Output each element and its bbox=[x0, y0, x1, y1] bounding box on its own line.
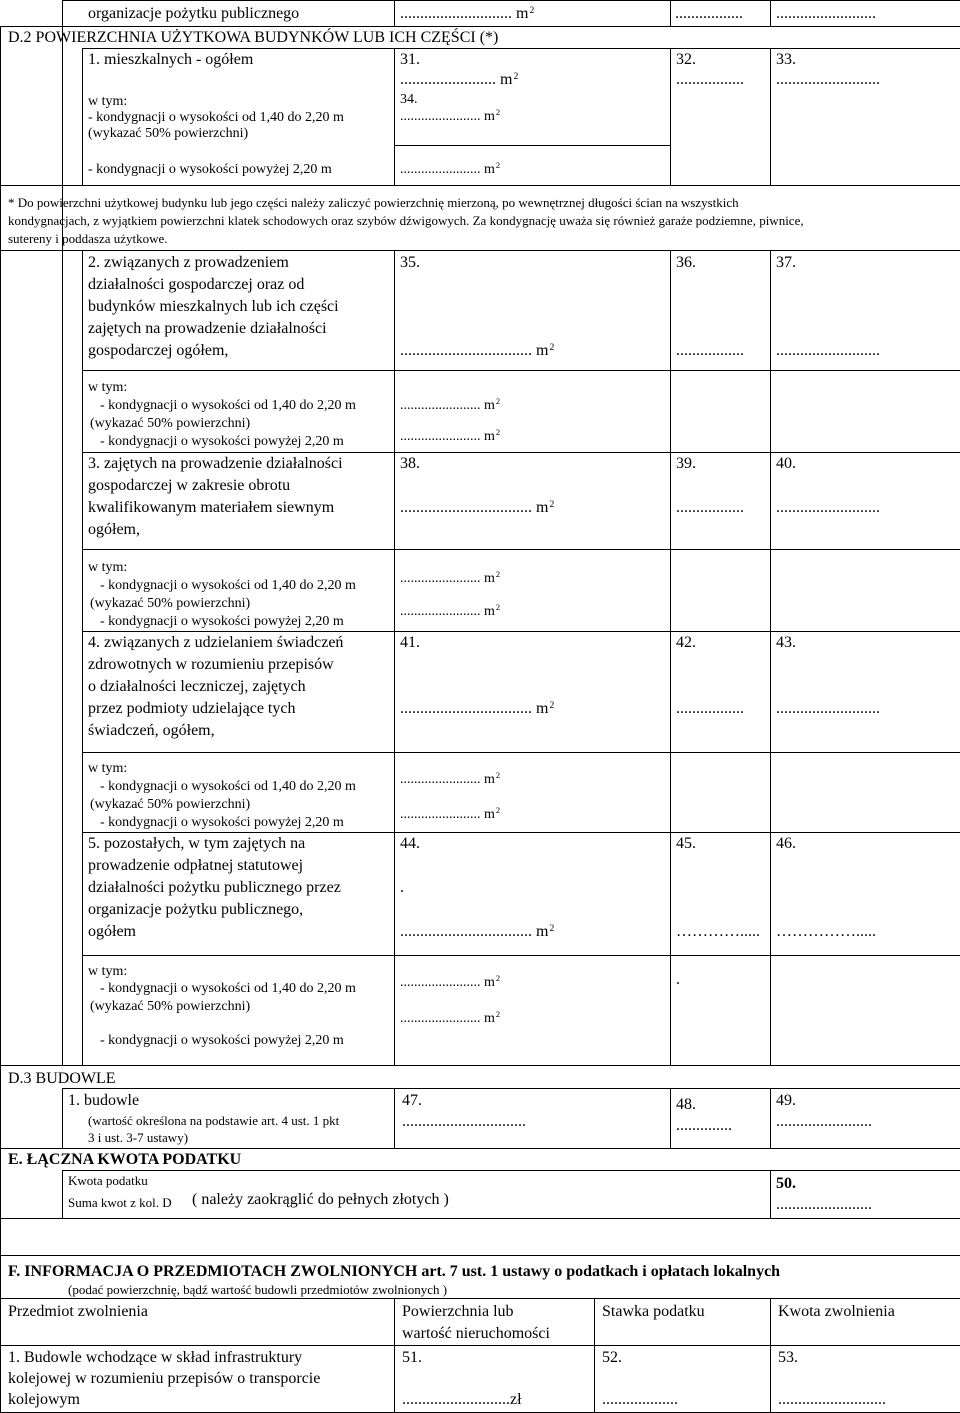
border-left bbox=[0, 26, 1, 1413]
row-line bbox=[0, 250, 960, 251]
r4-field-42-number: 42. bbox=[676, 634, 696, 651]
r4-field-43-value[interactable]: .......................... bbox=[776, 700, 880, 717]
row-line bbox=[0, 1345, 960, 1346]
r5-label-5: ogółem bbox=[88, 923, 136, 940]
r2-field-37-value[interactable]: .......................... bbox=[776, 342, 880, 359]
r4-sub-value-2[interactable]: ....................... m 2 bbox=[400, 808, 500, 822]
row-line bbox=[0, 1298, 960, 1299]
d3-field-47-number: 47. bbox=[402, 1092, 422, 1109]
row-line bbox=[82, 452, 960, 453]
col-divider bbox=[594, 1298, 595, 1413]
r5-sub-dot: . bbox=[676, 971, 680, 988]
d3-label-1: 1. budowle bbox=[68, 1092, 140, 1109]
r2-field-36-number: 36. bbox=[676, 254, 696, 271]
top-row-value-2[interactable]: ................. bbox=[675, 5, 743, 22]
r2-label-4: zajętych na prowadzenie działalności bbox=[88, 320, 327, 337]
section-f-title: F. INFORMACJA O PRZEDMIOTACH ZWOLNIONYCH art. 7 ust. 1 ustawy o podatkach i opłatach lokalnych bbox=[8, 1263, 781, 1280]
section-f-subtitle: (podać powierzchnię, bądź wartość budowli przedmiotów zwolnionych ) bbox=[68, 1282, 448, 1297]
r1-sub1a: - kondygnacji o wysokości od 1,40 do 2,20 m bbox=[88, 110, 344, 125]
r2-field-35-value[interactable]: ................................. m 2 bbox=[400, 343, 554, 359]
r4-label-3: o działalności leczniczej, zajętych bbox=[88, 678, 306, 695]
r5-field-46-number: 46. bbox=[776, 835, 796, 852]
r5-label-3: działalności pożytku publicznego przez bbox=[88, 879, 341, 896]
col-divider bbox=[62, 1088, 63, 1148]
r2-label-5: gospodarczej ogółem, bbox=[88, 342, 229, 359]
row-line bbox=[394, 145, 670, 146]
f-row1-label-3: kolejowym bbox=[8, 1391, 80, 1408]
section-e-title: E. ŁĄCZNA KWOTA PODATKU bbox=[8, 1151, 242, 1168]
col-divider bbox=[770, 1170, 771, 1218]
f-field-52-value[interactable]: ................... bbox=[602, 1391, 678, 1408]
r2-sub-value-1[interactable]: ....................... m 2 bbox=[400, 399, 500, 413]
r4-in-this: w tym: bbox=[88, 761, 128, 776]
border-top bbox=[62, 0, 960, 1]
r4-sub-1: - kondygnacji o wysokości od 1,40 do 2,20 m bbox=[100, 779, 356, 794]
e-field-50-number: 50. bbox=[776, 1175, 796, 1192]
r2-field-37-number: 37. bbox=[776, 254, 796, 271]
e-field-50-value[interactable]: ........................ bbox=[776, 1196, 872, 1213]
r5-in-this: w tym: bbox=[88, 964, 128, 979]
f-header-area-2: wartość nieruchomości bbox=[402, 1325, 550, 1342]
e-label-1: Kwota podatku bbox=[68, 1173, 148, 1188]
f-header-rate: Stawka podatku bbox=[602, 1303, 705, 1320]
row-line bbox=[82, 370, 960, 371]
f-field-51-value[interactable]: ...........................zł bbox=[402, 1391, 522, 1408]
r1-field-32-value[interactable]: ................. bbox=[676, 71, 744, 88]
r3-field-38-number: 38. bbox=[400, 455, 420, 472]
r3-sub-value-2[interactable]: ....................... m 2 bbox=[400, 605, 500, 619]
r3-field-38-value[interactable]: ................................. m 2 bbox=[400, 500, 554, 516]
footnote-line-1: * Do powierzchni użytkowej budynku lub jego części należy zaliczyć powierzchnię mierzoną, po wewnętrznej długości ścian na wszystkich bbox=[8, 195, 739, 210]
row-line bbox=[0, 1255, 960, 1256]
r1-sub2: - kondygnacji o wysokości powyżej 2,20 m bbox=[88, 162, 332, 177]
r5-field-46-value[interactable]: ……………..... bbox=[776, 923, 876, 940]
row-line bbox=[62, 1088, 960, 1089]
d3-label-2: (wartość określona na podstawie art. 4 ust. 1 pkt bbox=[88, 1113, 340, 1128]
e-label-2b: ( należy zaokrąglić do pełnych złotych ) bbox=[192, 1191, 449, 1208]
col-divider bbox=[394, 1088, 395, 1148]
r3-in-this: w tym: bbox=[88, 560, 128, 575]
r3-field-39-value[interactable]: ................. bbox=[676, 499, 744, 516]
d3-label-3: 3 i ust. 3-7 ustawy) bbox=[88, 1130, 189, 1145]
col-divider bbox=[62, 1170, 63, 1218]
r5-field-44-number: 44. bbox=[400, 835, 420, 852]
r2-field-35-number: 35. bbox=[400, 254, 420, 271]
section-d3-title: D.3 BUDOWLE bbox=[8, 1070, 116, 1087]
r5-label-2: prowadzenie odpłatnej statutowej bbox=[88, 857, 304, 874]
row-line bbox=[62, 1170, 960, 1171]
r2-label-2: działalności gospodarczej oraz od bbox=[88, 276, 305, 293]
row-line bbox=[0, 185, 960, 186]
r1-field-34-number: 34. bbox=[400, 92, 418, 107]
col-divider bbox=[670, 1088, 671, 1148]
r3-field-40-number: 40. bbox=[776, 455, 796, 472]
r4-field-43-number: 43. bbox=[776, 634, 796, 651]
d3-field-48-number: 48. bbox=[676, 1096, 696, 1113]
col-divider bbox=[670, 48, 671, 185]
d3-field-49-number: 49. bbox=[776, 1092, 796, 1109]
col-divider bbox=[670, 250, 671, 1065]
r5-sub-1: - kondygnacji o wysokości od 1,40 do 2,20 m bbox=[100, 981, 356, 996]
r4-field-41-number: 41. bbox=[400, 634, 420, 651]
col-divider bbox=[770, 1298, 771, 1413]
row-line bbox=[0, 1218, 960, 1219]
f-header-amount: Kwota zwolnienia bbox=[778, 1303, 895, 1320]
f-field-51-number: 51. bbox=[402, 1349, 422, 1366]
col-divider bbox=[770, 1088, 771, 1148]
r3-label-1: 3. zajętych na prowadzenie działalności bbox=[88, 455, 343, 472]
r1-sub1b: (wykazać 50% powierzchni) bbox=[88, 126, 249, 141]
footnote-line-2: kondygnacjach, z wyjątkiem powierzchni klatek schodowych oraz szybów dźwigowych. Za kondygnację uważa się również garaże podziemne, piwnice, bbox=[8, 213, 804, 228]
r3-field-40-value[interactable]: .......................... bbox=[776, 499, 880, 516]
r4-sub-2: (wykazać 50% powierzchni) bbox=[90, 797, 251, 812]
r1-field-31-number: 31. bbox=[400, 51, 420, 68]
r1-label: 1. mieszkalnych - ogółem bbox=[88, 51, 254, 68]
r3-sub-value-1[interactable]: ....................... m 2 bbox=[400, 572, 500, 586]
row-line bbox=[82, 549, 960, 550]
r2-field-36-value[interactable]: ................. bbox=[676, 342, 744, 359]
f-header-area-1: Powierzchnia lub bbox=[402, 1303, 514, 1320]
row-line bbox=[82, 631, 960, 632]
r3-label-2: gospodarczej w zakresie obrotu bbox=[88, 477, 291, 494]
r5-sub-3: - kondygnacji o wysokości powyżej 2,20 m bbox=[100, 1033, 344, 1048]
r4-field-41-value[interactable]: ................................. m 2 bbox=[400, 701, 554, 717]
f-row1-label-1: 1. Budowle wchodzące w skład infrastruktury bbox=[8, 1349, 303, 1366]
r5-field-45-value[interactable]: …………..... bbox=[676, 923, 760, 940]
r5-sub-2: (wykazać 50% powierzchni) bbox=[90, 999, 251, 1014]
r4-label-2: zdrowotnych w rozumieniu przepisów bbox=[88, 656, 334, 673]
f-field-52-number: 52. bbox=[602, 1349, 622, 1366]
col-divider bbox=[394, 48, 395, 185]
footnote-line-3: sutereny i poddasza użytkowe. bbox=[8, 231, 168, 246]
row-line bbox=[0, 1065, 960, 1066]
f-field-53-value[interactable]: ........................... bbox=[778, 1391, 886, 1408]
e-label-2a: Suma kwot z kol. D bbox=[68, 1195, 172, 1210]
r3-sub-1: - kondygnacji o wysokości od 1,40 do 2,20 m bbox=[100, 578, 356, 593]
r4-label-1: 4. związanych z udzielaniem świadczeń bbox=[88, 634, 344, 651]
r1-in-this: w tym: bbox=[88, 94, 128, 109]
r4-field-42-value[interactable]: ................. bbox=[676, 700, 744, 717]
f-header-subject: Przedmiot zwolnienia bbox=[8, 1303, 148, 1320]
r1-field-above-value[interactable]: ....................... m 2 bbox=[400, 163, 500, 177]
r1-field-33-value[interactable]: .......................... bbox=[776, 71, 880, 88]
border-left-inner bbox=[62, 0, 63, 1065]
row-line bbox=[0, 26, 62, 27]
r3-field-39-number: 39. bbox=[676, 455, 696, 472]
d3-field-48-value[interactable]: .............. bbox=[676, 1117, 732, 1134]
r1-field-33-number: 33. bbox=[776, 51, 796, 68]
col-divider bbox=[770, 0, 771, 26]
r4-label-5: świadczeń, ogółem, bbox=[88, 722, 215, 739]
col-divider bbox=[770, 250, 771, 1065]
r1-field-32-number: 32. bbox=[676, 51, 696, 68]
col-divider bbox=[770, 48, 771, 185]
r5-field-44-value[interactable]: ................................. m 2 bbox=[400, 924, 554, 940]
r3-label-4: ogółem, bbox=[88, 521, 140, 538]
row-line bbox=[0, 1148, 960, 1149]
r5-label-4: organizacje pożytku publicznego, bbox=[88, 901, 304, 918]
top-row-value-3[interactable]: ......................... bbox=[776, 5, 876, 22]
d3-field-49-value[interactable]: ........................ bbox=[776, 1113, 872, 1130]
r2-sub-2: (wykazać 50% powierzchni) bbox=[90, 416, 251, 431]
top-row-label: organizacje pożytku publicznego bbox=[88, 5, 300, 22]
r4-sub-3: - kondygnacji o wysokości powyżej 2,20 m bbox=[100, 815, 344, 830]
col-divider bbox=[394, 0, 395, 26]
r3-label-3: kwalifikowanym materiałem siewnym bbox=[88, 499, 335, 516]
r2-label-3: budynków mieszkalnych lub ich części bbox=[88, 298, 339, 315]
col-divider bbox=[82, 250, 83, 1065]
r2-sub-3: - kondygnacji o wysokości powyżej 2,20 m bbox=[100, 434, 344, 449]
f-field-53-number: 53. bbox=[778, 1349, 798, 1366]
section-d2-title: D.2 POWIERZCHNIA UŻYTKOWA BUDYNKÓW LUB ICH CZĘŚCI (*) bbox=[8, 29, 499, 46]
col-divider bbox=[394, 250, 395, 1065]
r5-field-44-dot: . bbox=[400, 879, 404, 896]
top-row-value-1[interactable]: ............................ m 2 bbox=[400, 6, 534, 22]
r2-label-1: 2. związanych z prowadzeniem bbox=[88, 254, 289, 271]
r2-sub-1: - kondygnacji o wysokości od 1,40 do 2,20 m bbox=[100, 398, 356, 413]
r1-field-31-value[interactable]: ........................ m 2 bbox=[400, 72, 518, 88]
r5-sub-value-1[interactable]: ....................... m 2 bbox=[400, 976, 500, 990]
row-line bbox=[82, 48, 960, 49]
row-line bbox=[82, 752, 960, 753]
col-divider bbox=[670, 0, 671, 26]
r4-sub-value-1[interactable]: ....................... m 2 bbox=[400, 773, 500, 787]
r1-field-34-value[interactable]: ....................... m 2 bbox=[400, 110, 500, 124]
row-line bbox=[62, 26, 960, 27]
row-line bbox=[82, 832, 960, 833]
r4-label-4: przez podmioty udzielające tych bbox=[88, 700, 296, 717]
row-line bbox=[82, 955, 960, 956]
r2-sub-value-2[interactable]: ....................... m 2 bbox=[400, 430, 500, 444]
r3-sub-3: - kondygnacji o wysokości powyżej 2,20 m bbox=[100, 614, 344, 629]
f-row1-label-2: kolejowej w rozumieniu przepisów o transporcie bbox=[8, 1370, 321, 1387]
r5-sub-value-2[interactable]: ....................... m 2 bbox=[400, 1012, 500, 1026]
r5-field-45-number: 45. bbox=[676, 835, 696, 852]
r2-in-this: w tym: bbox=[88, 380, 128, 395]
d3-field-47-value[interactable]: ............................... bbox=[402, 1113, 526, 1130]
col-divider bbox=[82, 48, 83, 185]
r5-label-1: 5. pozostałych, w tym zajętych na bbox=[88, 835, 306, 852]
col-divider bbox=[394, 1298, 395, 1413]
r3-sub-2: (wykazać 50% powierzchni) bbox=[90, 596, 251, 611]
